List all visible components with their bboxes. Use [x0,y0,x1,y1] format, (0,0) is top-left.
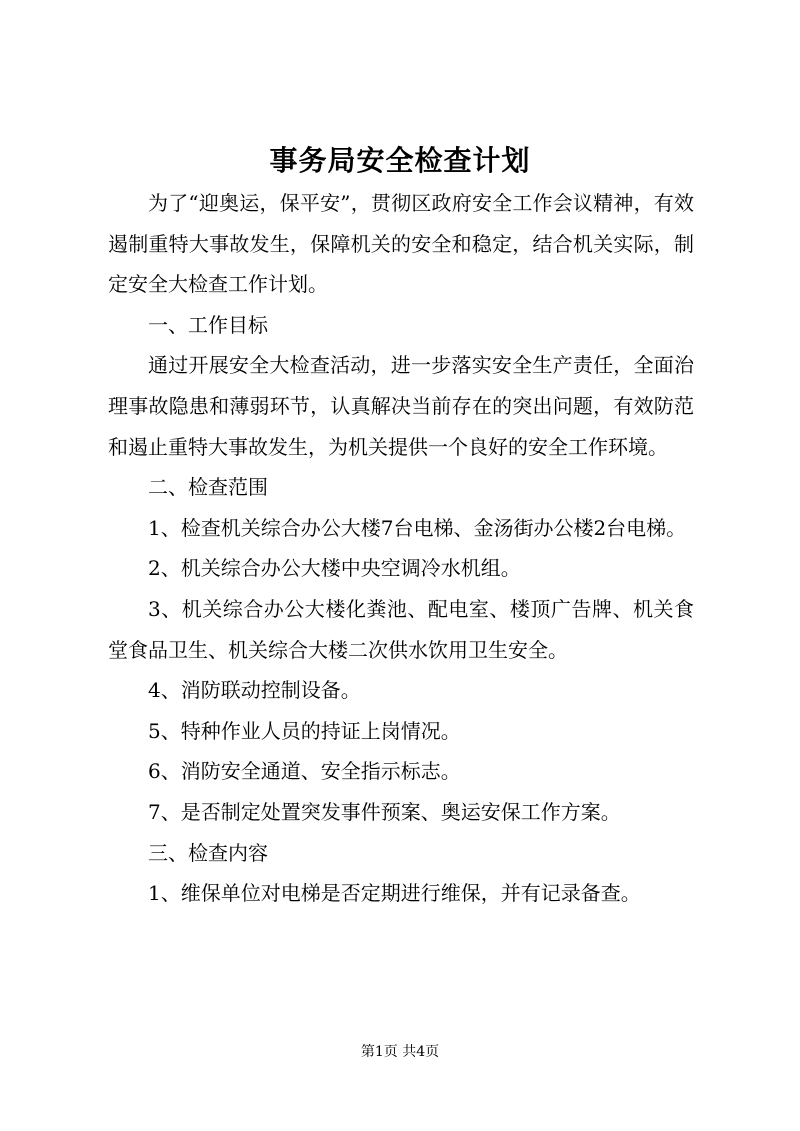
scope-item-2: 2、机关综合办公大楼中央空调冷水机组。 [148,556,521,581]
scope-item-7: 7、是否制定处置突发事件预案、奥运安保工作方案。 [148,799,621,824]
heading-inspection-content: 三、检查内容 [148,840,268,865]
scope-item-5: 5、特种作业人员的持证上岗情况。 [148,718,461,743]
page-number-footer: 第1页 共4页 [360,1044,440,1060]
content-item-1: 1、维保单位对电梯是否定期进行维保，并有记录备查。 [148,881,641,906]
document-title: 事务局安全检查计划 [269,144,531,177]
document-body [108,183,694,914]
scope-item-6: 6、消防安全通道、安全指示标志。 [148,759,461,784]
paragraph-work-goal: 通过开展安全大检查活动，进一步落实安全生产责任，全面治理事故隐患和薄弱环节，认真解决当前存在的突出问题，有效防范和遏止重特大事故发生，为机关提供一个良好的安全工作环境。 [108,353,694,459]
scope-item-3: 3、机关综合办公大楼化粪池、配电室、楼顶广告牌、机关食堂食品卫生、机关综合大楼二次供水饮用卫生安全。 [108,596,694,662]
heading-inspection-scope: 二、检查范围 [148,475,268,500]
heading-work-goal: 一、工作目标 [148,312,268,337]
paragraph-intro: 为了“迎奥运，保平安”，贯彻区政府安全工作会议精神，有效遏制重特大事故发生，保障机关的安全和稳定，结合机关实际，制定安全大检查工作计划。 [108,191,694,297]
scope-item-1: 1、检查机关综合办公大楼7台电梯、金汤街办公楼2台电梯。 [148,515,687,540]
scope-item-4: 4、消防联动控制设备。 [148,678,361,703]
